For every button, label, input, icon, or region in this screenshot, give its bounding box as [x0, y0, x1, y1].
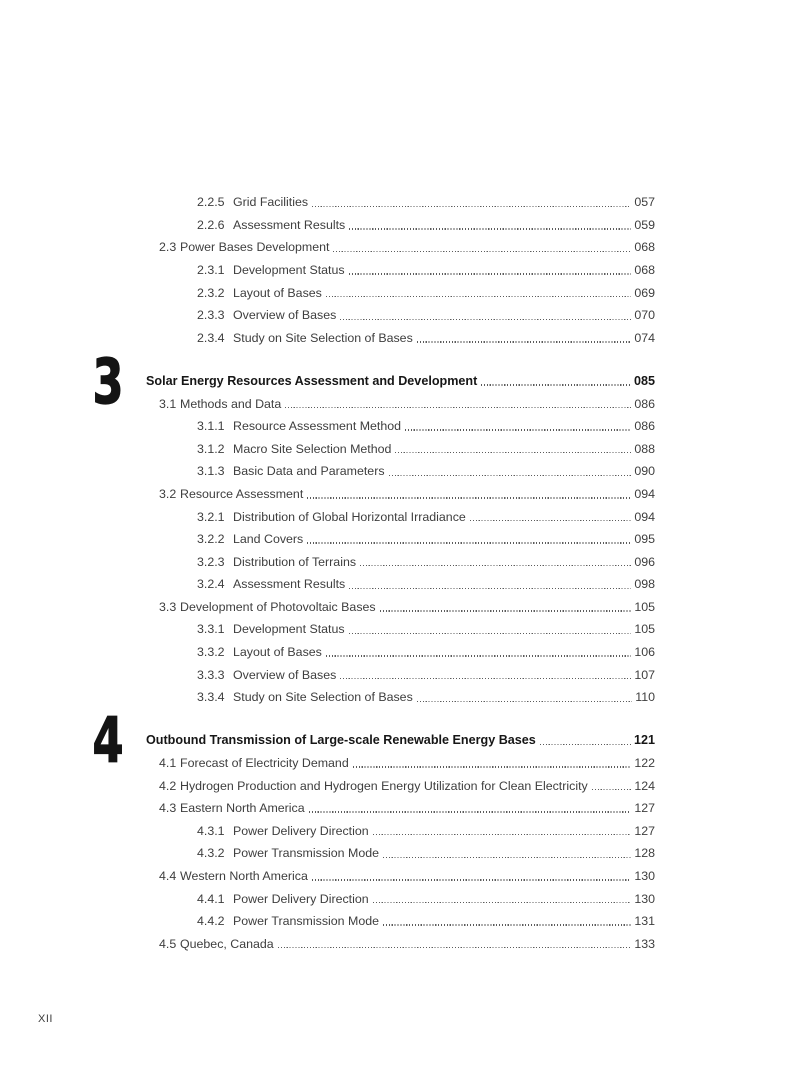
dot-leader — [417, 341, 632, 342]
toc-entry — [146, 663, 655, 686]
toc-entry-number: 3.2.4 — [197, 577, 225, 592]
toc-entry-title: Power Delivery Direction — [233, 823, 369, 838]
toc-entry-page: 127 — [634, 801, 655, 816]
toc-entry-page: 122 — [634, 755, 655, 770]
toc-entry-number: 2.3 — [159, 240, 177, 255]
toc-entry — [146, 865, 655, 888]
toc-entry — [146, 460, 655, 483]
toc-entry-title: Layout of Bases — [233, 285, 322, 300]
chapter-number-numeral: 4 — [92, 704, 124, 778]
toc-entry-page: 070 — [634, 308, 655, 323]
toc-entry — [146, 327, 655, 350]
chapter-number-numeral: 3 — [92, 344, 124, 418]
dot-leader — [373, 902, 632, 903]
dot-leader — [326, 296, 631, 297]
toc-entry-number: 3.2.1 — [197, 509, 225, 524]
dot-leader — [309, 811, 632, 812]
toc-entry-page: 095 — [634, 532, 655, 547]
toc-entry-title: Development Status — [233, 263, 345, 278]
toc-entry-title: Quebec, Canada — [180, 936, 274, 951]
toc-entry-page: 096 — [634, 554, 655, 569]
dot-leader — [340, 678, 631, 679]
toc-entry-page: 110 — [635, 690, 655, 705]
toc-entry-title: Grid Facilities — [233, 195, 309, 210]
toc-entry — [146, 596, 655, 619]
toc-entry-number: 3.3 — [159, 599, 177, 614]
toc-entry-page: 068 — [634, 263, 655, 278]
toc-entry-page: 068 — [634, 240, 655, 255]
toc-entry-page: 090 — [634, 464, 655, 479]
toc-entry — [146, 236, 655, 259]
toc-entry-number: 4.4 — [159, 868, 177, 883]
dot-leader — [326, 655, 631, 656]
toc-entry-title: Methods and Data — [180, 396, 282, 411]
toc-entry-title: Macro Site Selection Method — [233, 441, 392, 456]
dot-leader — [349, 633, 632, 634]
toc-entry — [146, 641, 655, 664]
toc-entry — [146, 774, 655, 797]
toc-entry — [146, 505, 655, 528]
toc-entry-title: Assessment Results — [233, 577, 346, 592]
toc-entry — [146, 304, 655, 327]
toc-entry-page: 128 — [634, 846, 655, 861]
dot-leader — [360, 565, 631, 566]
dot-leader — [285, 407, 631, 408]
toc-entry-title: Power Bases Development — [180, 240, 330, 255]
toc-entry — [146, 415, 655, 438]
toc-entry-page: 086 — [634, 419, 655, 434]
dot-leader — [389, 475, 632, 476]
toc-entry — [146, 686, 655, 709]
toc-entry-title: Development Status — [233, 622, 345, 637]
toc-entry-page: 127 — [634, 823, 655, 838]
dot-leader — [383, 857, 631, 858]
toc-entry-title: Layout of Bases — [233, 645, 322, 660]
toc-entry-page: 106 — [634, 645, 655, 660]
toc-entry — [146, 910, 655, 933]
toc-entry-page: 069 — [634, 285, 655, 300]
toc-entry-page: 124 — [634, 778, 655, 793]
dot-leader — [340, 319, 631, 320]
dot-leader — [592, 789, 632, 790]
toc-entry-title: Western North America — [180, 868, 308, 883]
toc-entry-number: 3.1.3 — [197, 464, 225, 479]
toc-entry-page: 130 — [634, 891, 655, 906]
toc-entry-number: 3.1.1 — [197, 419, 225, 434]
toc-entry-title: Outbound Transmission of Large-scale Renewable Energy Bases — [146, 733, 536, 748]
toc-entry-number: 3.3.4 — [197, 690, 225, 705]
toc-entry-page: 094 — [634, 486, 655, 501]
toc-entry-title: Distribution of Global Horizontal Irradiance — [233, 509, 466, 524]
toc-entry-page: 131 — [634, 914, 655, 929]
toc-entry-number: 3.3.1 — [197, 622, 225, 637]
toc-entry-page: 085 — [633, 373, 655, 388]
toc-entry — [146, 528, 655, 551]
toc-entry-number: 2.2.6 — [197, 217, 225, 232]
toc-entry-number: 3.3.2 — [197, 645, 225, 660]
dot-leader — [481, 384, 631, 385]
toc-entry-number: 4.3 — [159, 801, 177, 816]
toc-entry-title: Forecast of Electricity Demand — [180, 755, 349, 770]
toc-entry — [146, 259, 655, 282]
dot-leader — [349, 273, 632, 274]
dot-leader — [349, 228, 631, 229]
toc-entry-number: 3.2 — [159, 486, 177, 501]
dot-leader — [380, 610, 632, 611]
toc-entry — [146, 437, 655, 460]
toc-entry-title: Power Transmission Mode — [233, 914, 379, 929]
toc-entry — [146, 281, 655, 304]
toc-entry-number: 4.1 — [159, 755, 177, 770]
toc-entry-page: 107 — [634, 667, 655, 682]
toc-entry-page: 130 — [634, 868, 655, 883]
toc-entry-page: 074 — [634, 330, 655, 345]
toc-entry-title: Overview of Bases — [233, 667, 337, 682]
toc-entry-title: Land Covers — [233, 532, 304, 547]
toc-entry-page: 121 — [633, 733, 655, 748]
dot-leader — [307, 497, 631, 498]
toc-entry-number: 4.4.1 — [197, 891, 225, 906]
toc-entry-number: 3.1 — [159, 396, 177, 411]
toc-entry — [146, 618, 655, 641]
toc-entry-page: 105 — [634, 622, 655, 637]
toc-entry-number: 4.3.1 — [197, 823, 225, 838]
toc-entry — [146, 932, 655, 955]
table-of-contents — [92, 191, 655, 955]
toc-entry-title: Assessment Results — [233, 217, 346, 232]
toc-entry-title: Resource Assessment — [180, 486, 304, 501]
toc-entry — [146, 797, 655, 820]
dot-leader — [383, 924, 631, 925]
toc-entry-page: 057 — [634, 195, 655, 210]
dot-leader — [349, 588, 631, 589]
dot-leader — [405, 429, 631, 430]
toc-entry — [146, 887, 655, 910]
toc-entry-number: 3.3.3 — [197, 667, 225, 682]
toc-entry — [146, 214, 655, 237]
toc-entry-title: Hydrogen Production and Hydrogen Energy Utilization for Clean Electricity — [180, 778, 588, 793]
toc-entry-page: 059 — [634, 217, 655, 232]
toc-entry-page: 098 — [634, 577, 655, 592]
dot-leader — [395, 452, 631, 453]
toc-entry-page: 094 — [634, 509, 655, 524]
toc-entry-number: 3.2.3 — [197, 554, 225, 569]
dot-leader — [333, 251, 631, 252]
dot-leader — [307, 542, 631, 543]
toc-entry — [146, 191, 655, 214]
chapter-group-4 — [92, 704, 655, 955]
dot-leader — [417, 701, 632, 702]
toc-entry-title: Distribution of Terrains — [233, 554, 357, 569]
toc-entry — [146, 752, 655, 775]
dot-leader — [470, 520, 632, 521]
toc-entry-number: 2.3.2 — [197, 285, 225, 300]
chapter-group-continued — [146, 191, 655, 349]
toc-entry-number: 2.3.4 — [197, 330, 225, 345]
toc-entry-page: 086 — [634, 396, 655, 411]
footer-page-number: XII — [38, 1013, 53, 1025]
toc-entry-number: 4.2 — [159, 778, 177, 793]
toc-entry-title: Solar Energy Resources Assessment and Development — [146, 373, 478, 388]
toc-entry-page: 105 — [634, 599, 655, 614]
toc-entry — [146, 842, 655, 865]
toc-entry-number: 2.3.1 — [197, 263, 225, 278]
dot-leader — [278, 947, 632, 948]
toc-entry-number: 3.2.2 — [197, 532, 225, 547]
toc-entry-number: 2.3.3 — [197, 308, 225, 323]
toc-entry — [146, 550, 655, 573]
dot-leader — [312, 879, 631, 880]
toc-entry-title: Study on Site Selection of Bases — [233, 330, 413, 345]
toc-entry-title: Power Delivery Direction — [233, 891, 369, 906]
toc-entry-number: 4.3.2 — [197, 846, 225, 861]
toc-entry-title: Overview of Bases — [233, 308, 337, 323]
dot-leader — [373, 834, 632, 835]
toc-entry-number: 4.5 — [159, 936, 177, 951]
toc-entry-number: 3.1.2 — [197, 441, 225, 456]
toc-entry-page: 088 — [634, 441, 655, 456]
toc-entry-number: 4.4.2 — [197, 914, 225, 929]
toc-entry — [146, 573, 655, 596]
toc-entry-title: Study on Site Selection of Bases — [233, 690, 413, 705]
dot-leader — [312, 206, 631, 207]
toc-entry — [146, 392, 655, 415]
toc-entry — [146, 729, 655, 752]
toc-entry — [146, 483, 655, 506]
toc-entry-page: 133 — [634, 936, 655, 951]
toc-entry-title: Development of Photovoltaic Bases — [180, 599, 376, 614]
toc-entry-title: Basic Data and Parameters — [233, 464, 385, 479]
dot-leader — [353, 766, 632, 767]
toc-entry-title: Resource Assessment Method — [233, 419, 402, 434]
chapter-group-3 — [92, 344, 655, 709]
toc-entry-title: Eastern North America — [180, 801, 305, 816]
toc-entry-title: Power Transmission Mode — [233, 846, 379, 861]
toc-entry — [146, 370, 655, 393]
toc-entry — [146, 819, 655, 842]
dot-leader — [540, 744, 631, 745]
toc-entry-number: 2.2.5 — [197, 195, 225, 210]
